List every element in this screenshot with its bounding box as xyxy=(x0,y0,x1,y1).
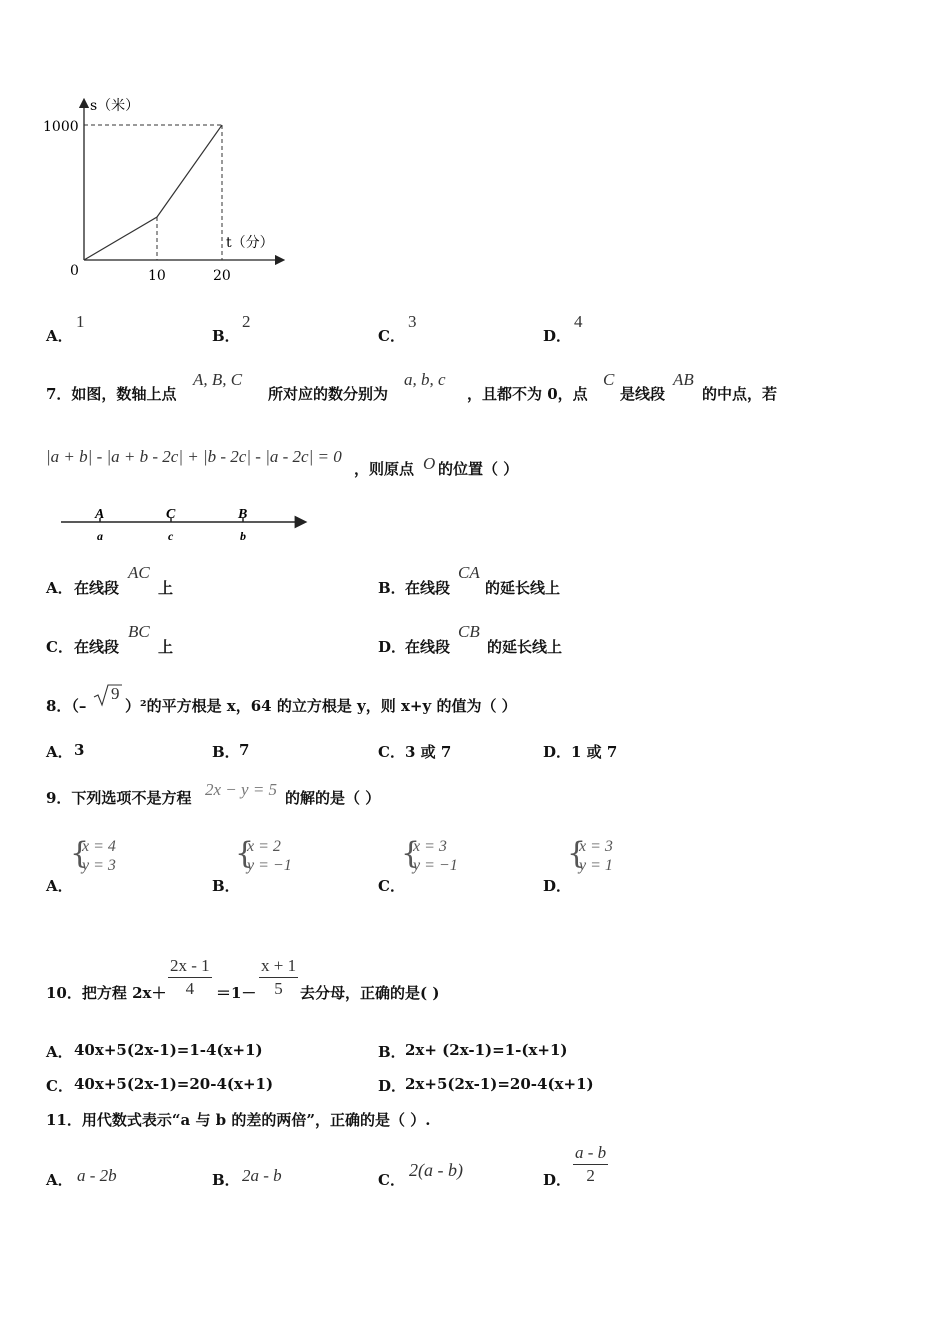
q7-text: ，且都不为 0，点 xyxy=(467,385,588,403)
graph-line xyxy=(84,125,222,260)
option-text: 的延长线上 xyxy=(485,579,561,597)
option-segment: BC xyxy=(128,622,150,641)
origin-label: 0 xyxy=(70,263,79,279)
option-value: 40x+5(2x-1)=20-4(x+1) xyxy=(74,1075,274,1093)
q7-origin-o: O xyxy=(423,454,436,473)
q8-text: 8．（– xyxy=(46,697,87,715)
system-line-2: y = 1 xyxy=(579,857,613,874)
option-value: 1 xyxy=(76,312,85,331)
y-axis-label: s（米） xyxy=(90,98,140,114)
option-letter: D． xyxy=(543,1171,572,1189)
q7-point-c: C xyxy=(603,370,615,389)
option-letter: A． xyxy=(46,327,73,345)
fraction-numerator: 2x - 1 xyxy=(168,955,212,978)
value-label-a: a xyxy=(97,529,103,543)
q10-text: 10．把方程 2x＋ xyxy=(46,984,167,1002)
x-axis-label: t（分） xyxy=(226,235,274,251)
option-value: 1 或 7 xyxy=(571,743,618,761)
q9-text: 的解的是（ ） xyxy=(285,789,381,807)
option-letter: C． xyxy=(378,743,405,761)
option-letter: B． xyxy=(378,579,406,597)
option-value: 2 xyxy=(242,312,251,331)
brace-icon: { xyxy=(235,836,255,871)
q11-stem: 11．用代数式表示“a 与 b 的差的两倍”，正确的是（ ）. xyxy=(46,1111,431,1129)
fraction xyxy=(168,955,212,1000)
number-line xyxy=(55,500,315,550)
q7-text: 所对应的数分别为 xyxy=(268,385,389,403)
point-label-b: B xyxy=(238,507,248,522)
option-segment: CA xyxy=(458,563,480,582)
q7-formula: |a + b| - |a + b - 2c| + |b - 2c| - |a - 2c| = 0 xyxy=(46,447,342,466)
x-tick-label: 20 xyxy=(213,268,231,284)
option-segment: AC xyxy=(128,563,150,582)
option-value: 3 xyxy=(408,312,417,331)
fraction-numerator: x + 1 xyxy=(259,955,298,978)
option-letter: A． xyxy=(46,1043,73,1061)
option-letter: D． xyxy=(378,1077,407,1095)
option-letter: A． xyxy=(46,1171,73,1189)
fraction xyxy=(573,1142,608,1187)
option-letter: A． xyxy=(46,743,73,761)
system-line-2: y = 3 xyxy=(82,857,116,874)
q7-text: 的位置（ ） xyxy=(438,460,519,478)
option-letter: C． xyxy=(46,638,73,656)
option-letter: D． xyxy=(543,877,572,895)
option-letter: D． xyxy=(543,327,572,345)
q7-text: 的中点，若 xyxy=(702,385,778,403)
q7-values: a, b, c xyxy=(404,370,446,389)
option-value: 2x+5(2x-1)=20-4(x+1) xyxy=(405,1075,594,1093)
option-value: a - 2b xyxy=(77,1166,117,1185)
q7-text: 是线段 xyxy=(620,385,666,403)
fraction xyxy=(259,955,298,1000)
brace-icon: { xyxy=(70,836,90,871)
option-letter: C． xyxy=(378,877,405,895)
option-value: 2x+ (2x-1)=1-(x+1) xyxy=(405,1041,568,1059)
option-segment: CB xyxy=(458,622,480,641)
option-letter: D． xyxy=(378,638,407,656)
system-line-1: x = 3 xyxy=(413,838,447,855)
option-letter: A． xyxy=(46,579,73,597)
value-label-b: b xyxy=(240,529,246,543)
option-value: 3 或 7 xyxy=(405,743,452,761)
option-text: 在线段 xyxy=(405,579,451,597)
q7-segment-ab: AB xyxy=(673,370,694,389)
point-label-c: C xyxy=(166,507,176,522)
option-letter: C． xyxy=(378,1171,405,1189)
option-value: 3 xyxy=(74,741,85,759)
value-label-c: c xyxy=(168,529,174,543)
fraction-numerator: a - b xyxy=(573,1142,608,1165)
option-letter: A． xyxy=(46,877,73,895)
option-letter: D． xyxy=(543,743,572,761)
option-text: 在线段 xyxy=(74,579,120,597)
option-value: 7 xyxy=(239,741,250,759)
option-letter: B． xyxy=(378,1043,406,1061)
option-letter: C． xyxy=(46,1077,73,1095)
option-text: 在线段 xyxy=(74,638,120,656)
option-value: 4 xyxy=(574,312,583,331)
q7-points: A, B, C xyxy=(193,370,243,389)
system-line-2: y = −1 xyxy=(413,857,458,874)
system-line-2: y = −1 xyxy=(247,857,292,874)
q8-radicand: 9 xyxy=(111,684,120,703)
point-label-a: A xyxy=(95,507,105,522)
system-line-1: x = 4 xyxy=(82,838,116,855)
option-value: 40x+5(2x-1)=1-4(x+1) xyxy=(74,1041,263,1059)
option-letter: B． xyxy=(212,327,240,345)
q9-text: 9．下列选项不是方程 xyxy=(46,789,192,807)
system-line-1: x = 2 xyxy=(247,838,281,855)
option-letter: C． xyxy=(378,327,405,345)
option-letter: B． xyxy=(212,877,240,895)
q8-text: ）²的平方根是 x，64 的立方根是 y，则 x+y 的值为（ ） xyxy=(125,697,517,715)
brace-icon: { xyxy=(567,836,587,871)
option-value: 2a - b xyxy=(242,1166,282,1185)
option-value: 2(a - b) xyxy=(409,1160,463,1180)
distance-time-graph xyxy=(40,95,290,290)
q7-text: 7．如图，数轴上点 xyxy=(46,385,177,403)
fraction-denominator: 2 xyxy=(586,1166,595,1185)
option-letter: B． xyxy=(212,1171,240,1189)
q9-equation: 2x − y = 5 xyxy=(205,780,278,799)
option-text: 在线段 xyxy=(405,638,451,656)
x-tick-label: 10 xyxy=(148,268,166,284)
fraction-denominator: 4 xyxy=(185,979,195,998)
option-letter: B． xyxy=(212,743,240,761)
q7-text: ，则原点 xyxy=(354,460,415,478)
system-line-1: x = 3 xyxy=(579,838,613,855)
q10-text: ＝1－ xyxy=(216,984,257,1002)
brace-icon: { xyxy=(401,836,421,871)
q10-text: 去分母，正确的是( ) xyxy=(300,984,440,1002)
option-text: 上 xyxy=(158,579,174,597)
fraction-denominator: 5 xyxy=(274,979,283,998)
option-text: 上 xyxy=(158,638,174,656)
y-tick-label: 1000 xyxy=(43,119,79,135)
option-text: 的延长线上 xyxy=(487,638,563,656)
